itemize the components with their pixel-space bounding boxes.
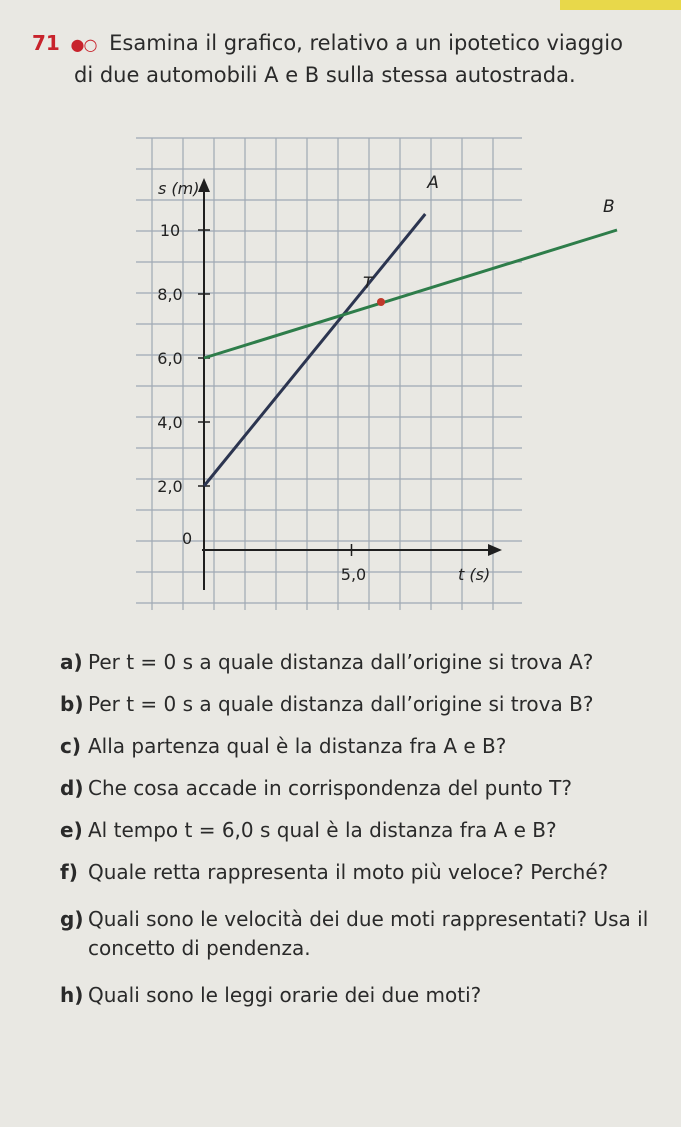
y-axis-title: s (m) (158, 179, 200, 198)
question-text: Al tempo t = 6,0 s qual è la distanza fra A e B? (88, 818, 557, 842)
question-label: f) (60, 860, 78, 884)
x-tick-label: 5,0 (340, 565, 367, 584)
chart-background (136, 132, 524, 612)
question-e (60, 816, 660, 845)
question-label: a) (60, 650, 83, 674)
question-list (60, 648, 660, 1023)
question-text: Alla partenza qual è la distanza fra A e B? (88, 734, 507, 758)
exercise-title-line2: di due automobili A e B sulla stessa autostrada. (74, 63, 576, 87)
question-label: c) (60, 734, 81, 758)
question-text: Per t = 0 s a quale distanza dall’origine si trova A? (88, 650, 594, 674)
question-label: b) (60, 692, 84, 716)
question-text: Quale retta rappresenta il moto più veloce? Perché? (88, 860, 609, 884)
question-f (60, 858, 660, 887)
motion-chart (136, 132, 615, 612)
question-c (60, 732, 660, 761)
question-text: Quali sono le velocità dei due moti rappresentati? Usa il concetto di pendenza. (88, 907, 649, 960)
y-tick-label: 4,0 (157, 413, 183, 432)
y-tick-label: 8,0 (157, 285, 183, 304)
y-tick-label: 2,0 (157, 477, 183, 496)
origin-label: 0 (182, 529, 193, 548)
question-label: e) (60, 818, 83, 842)
x-axis-title: t (s) (458, 565, 491, 584)
chart-svg (136, 132, 615, 612)
page-corner-strip (560, 0, 681, 10)
y-tick-label: 6,0 (157, 349, 183, 368)
question-g (60, 905, 660, 963)
question-a (60, 648, 660, 677)
y-tick-label: 10 (159, 221, 181, 240)
exercise-title-line1: Esamina il grafico, relativo a un ipotetico viaggio (109, 31, 623, 55)
difficulty-dots: ●○ (70, 35, 97, 54)
question-d (60, 774, 660, 803)
question-label: h) (60, 983, 84, 1007)
question-b (60, 690, 660, 719)
question-text: Quali sono le leggi orarie dei due moti? (88, 983, 482, 1007)
intersection-point (377, 298, 385, 306)
intersection-label: T (363, 273, 373, 292)
question-text: Per t = 0 s a quale distanza dall’origine si trova B? (88, 692, 594, 716)
exercise-header (32, 28, 672, 90)
series-label-A: A (427, 173, 439, 193)
question-label: d) (60, 776, 84, 800)
exercise-number: 71 (32, 31, 60, 55)
question-text: Che cosa accade in corrispondenza del punto T? (88, 776, 572, 800)
series-label-B: B (603, 197, 615, 217)
question-h (60, 981, 660, 1010)
question-label: g) (60, 907, 84, 931)
